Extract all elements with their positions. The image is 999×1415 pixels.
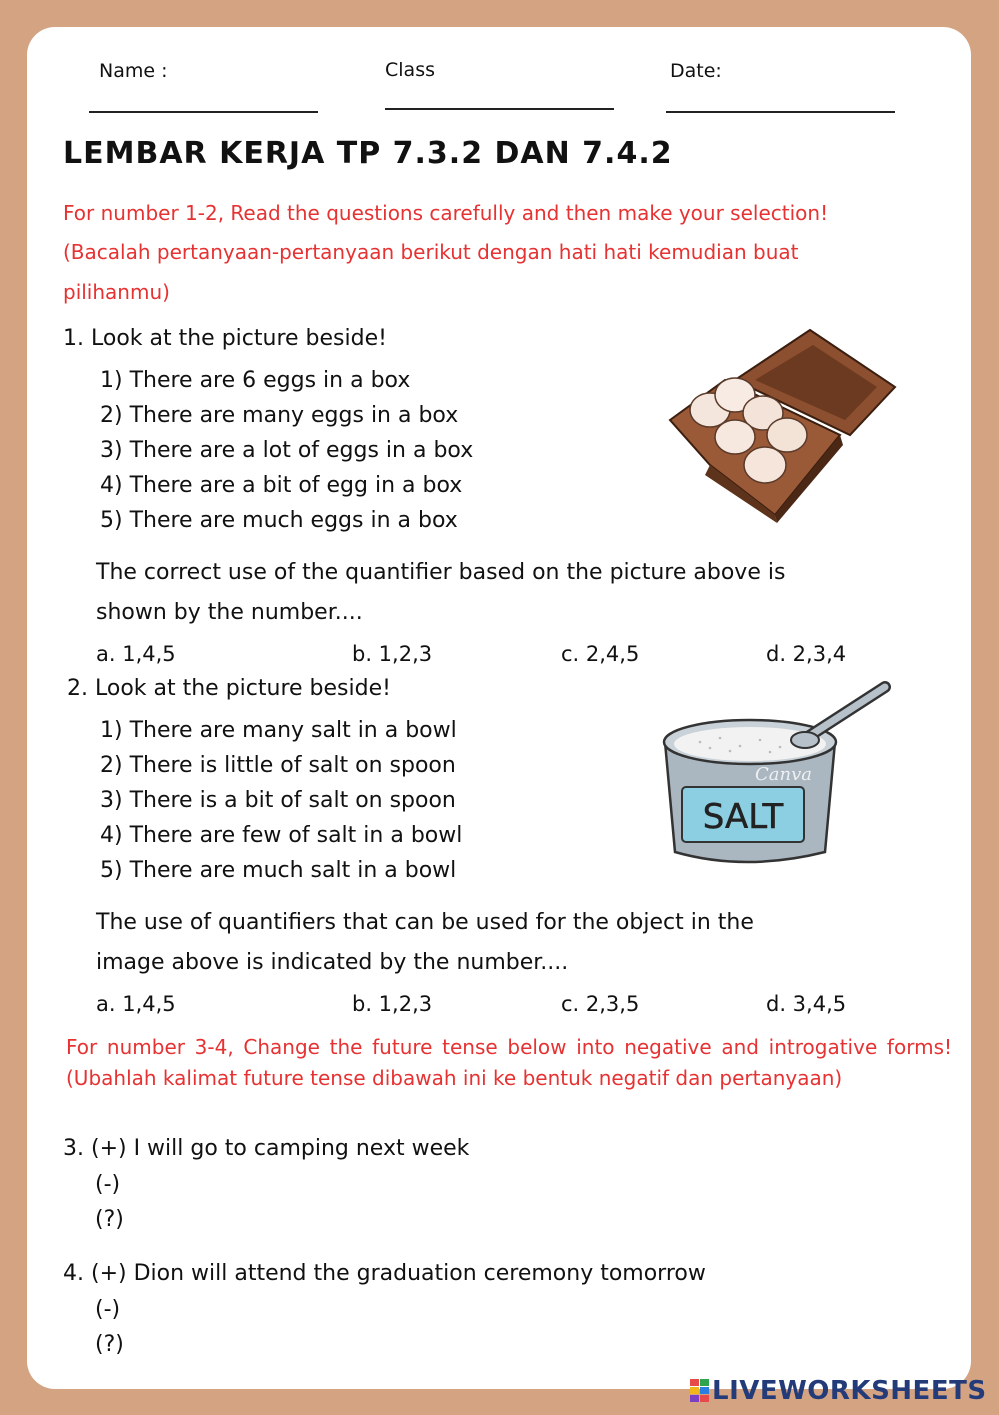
- q2-question-line2: image above is indicated by the number....: [96, 950, 569, 975]
- q1-choice-a[interactable]: a. 1,4,5: [96, 642, 176, 666]
- q1-statement: 2) There are many eggs in a box: [100, 403, 459, 428]
- instruction-1-line2: (Bacalah pertanyaan-pertanyaan berikut dengan hati hati kemudian buat: [63, 240, 799, 264]
- q1-question-line1: The correct use of the quantifier based on the picture above is: [96, 560, 786, 585]
- q1-prompt: 1. Look at the picture beside!: [63, 326, 387, 351]
- name-field[interactable]: [89, 111, 318, 113]
- q2-question-line1: The use of quantifiers that can be used for the object in the: [96, 910, 754, 935]
- q2-choice-a[interactable]: a. 1,4,5: [96, 992, 176, 1016]
- q4-sentence: 4. (+) Dion will attend the graduation ceremony tomorrow: [63, 1261, 706, 1286]
- q4-interrogative: (?): [95, 1332, 124, 1357]
- q2-choice-c[interactable]: c. 2,3,5: [561, 992, 640, 1016]
- date-field[interactable]: [666, 111, 895, 113]
- q2-prompt: 2. Look at the picture beside!: [67, 676, 391, 701]
- class-field[interactable]: [385, 108, 614, 110]
- worksheet-title: LEMBAR KERJA TP 7.3.2 DAN 7.4.2: [63, 136, 673, 171]
- q2-statement: 5) There are much salt in a bowl: [100, 858, 457, 883]
- q2-choice-d[interactable]: d. 3,4,5: [766, 992, 847, 1016]
- instruction-1-line1: For number 1-2, Read the questions carefully and then make your selection!: [63, 201, 829, 225]
- instruction-1-line3: pilihanmu): [63, 280, 170, 304]
- canva-watermark: Canva: [755, 764, 812, 785]
- q3-interrogative: (?): [95, 1207, 124, 1232]
- q4-negative: (-): [95, 1297, 121, 1322]
- q1-statement: 1) There are 6 eggs in a box: [100, 368, 411, 393]
- q2-statement: 4) There are few of salt in a bowl: [100, 823, 463, 848]
- q2-statement: 2) There is little of salt on spoon: [100, 753, 456, 778]
- instruction-2: For number 3-4, Change the future tense below into negative and introgative forms! (Ubahlah kalimat future tense dibawah ini ke bentuk negatif dan pertanyaan): [66, 1035, 952, 1090]
- q1-statement: 5) There are much eggs in a box: [100, 508, 458, 533]
- liveworksheets-logo-icon: [690, 1379, 710, 1409]
- class-label: Class: [385, 59, 435, 81]
- egg-carton-image: [665, 325, 900, 525]
- name-label: Name :: [99, 60, 168, 82]
- salt-label: SALT: [702, 797, 784, 837]
- q1-choice-b[interactable]: b. 1,2,3: [352, 642, 433, 666]
- q3-negative: (-): [95, 1172, 121, 1197]
- salt-bowl-image: [660, 672, 905, 872]
- q1-choice-d[interactable]: d. 2,3,4: [766, 642, 847, 666]
- q1-question-line2: shown by the number....: [96, 600, 363, 625]
- date-label: Date:: [670, 60, 722, 82]
- q1-statement: 4) There are a bit of egg in a box: [100, 473, 463, 498]
- q2-choice-b[interactable]: b. 1,2,3: [352, 992, 433, 1016]
- q1-choice-c[interactable]: c. 2,4,5: [561, 642, 640, 666]
- q2-statement: 1) There are many salt in a bowl: [100, 718, 457, 743]
- q2-statement: 3) There is a bit of salt on spoon: [100, 788, 456, 813]
- liveworksheets-brand[interactable]: LIVEWORKSHEETS: [712, 1376, 987, 1406]
- q3-sentence: 3. (+) I will go to camping next week: [63, 1136, 470, 1161]
- q1-statement: 3) There are a lot of eggs in a box: [100, 438, 474, 463]
